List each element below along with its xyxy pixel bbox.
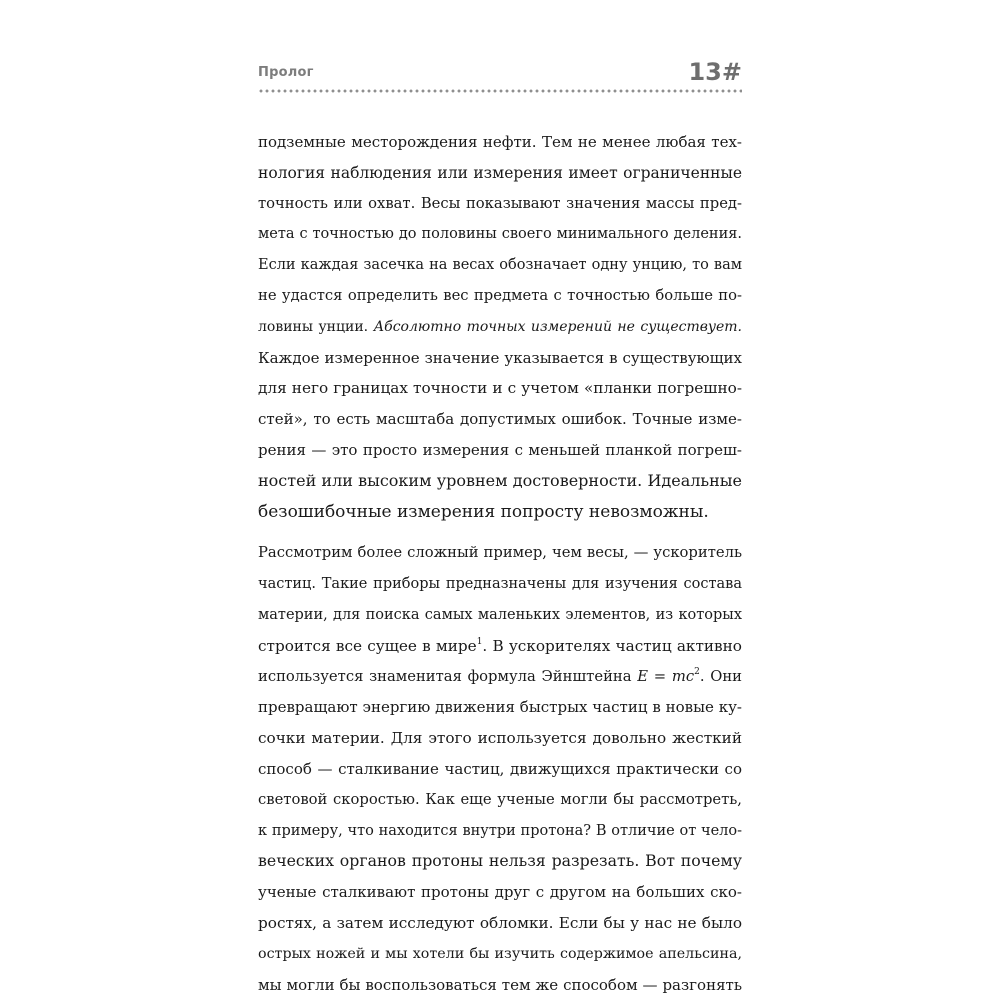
text-line: ростях, а затем исследуют обломки. Если бы у нас не было [258,913,742,932]
page-number: 13# [688,58,742,86]
text-line: веческих органов протоны нельзя разрезать. Вот почему [258,851,742,871]
text-line [258,662,742,693]
text-line [258,312,742,343]
page-header [258,58,742,94]
text-line: Рассмотрим более сложный пример, чем весы, — ускоритель [258,544,742,562]
text-line: частиц. Такие приборы предназначены для изучения состава [258,576,742,593]
text-line: сочки материи. Для этого используется довольно жесткий [258,729,742,748]
text-line: Каждое измеренное значение указывается в существующих [258,348,742,367]
paragraph-gap [258,527,742,538]
formula-exponent: 2 [694,666,700,677]
text-line: световой скоростью. Как еще ученые могли бы рассмотреть, [258,790,742,808]
text-line: точность или охват. Весы показывают значения массы пред- [258,194,742,212]
text-line: безошибочные измерения попросту невозможны. [258,501,709,522]
paragraph [258,538,742,1000]
text-line: ученые сталкивают протоны друг с другом на больших ско- [258,883,742,902]
text-line: способ — сталкивание частиц, движущихся практически со [258,759,742,778]
body-text [258,127,742,1000]
text-line: ностей или высоким уровнем достоверности. Идеальные [258,470,742,490]
text-run: . Они [699,667,742,685]
text-run: используется знаменитая формула Эйнштейна [258,667,638,685]
dotted-rule [258,89,742,93]
text-line: материи, для поиска самых маленьких элементов, из которых [258,606,742,623]
running-head: Пролог [258,65,314,80]
text-line: стей», то есть масштаба допустимых ошибок. Точные изме- [258,410,742,429]
text-line: для него границах точности и с учетом «планки погрешно- [258,379,742,398]
text-run: ловины унции. [258,318,374,335]
text-line: мета с точностью до половины своего минимального деления. [258,226,742,243]
text-line: мы могли бы воспользоваться тем же способом — разгонять [258,975,742,994]
footnote-marker: 1 [476,636,483,647]
text-line: Если каждая засечка на весах обозначает одну унцию, то вам [258,257,742,274]
text-line: к примеру, что находится внутри протона? В отличие от чело- [258,822,742,839]
italic-text: Абсолютно точных измерений не существует. [373,318,743,335]
text-run: строится все сущее в мире [258,636,477,655]
text-line: нология наблюдения или измерения имеет ограниченные [258,163,742,182]
text-line [258,631,742,662]
text-line: подземные месторождения нефти. Тем не менее любая тех- [258,133,742,151]
text-line: не удастся определить вес предмета с точностью больше по- [258,286,742,304]
text-line: рения — это просто измерения с меньшей планкой погреш- [258,440,742,459]
text-line: превращают энергию движения быстрых частиц в новые ку- [258,698,742,717]
text-run: . В ускорителях частиц активно [482,636,742,655]
formula: E = mc [637,667,695,685]
paragraph [258,127,742,527]
text-line: острых ножей и мы хотели бы изучить содержимое апельсина, [258,945,742,962]
